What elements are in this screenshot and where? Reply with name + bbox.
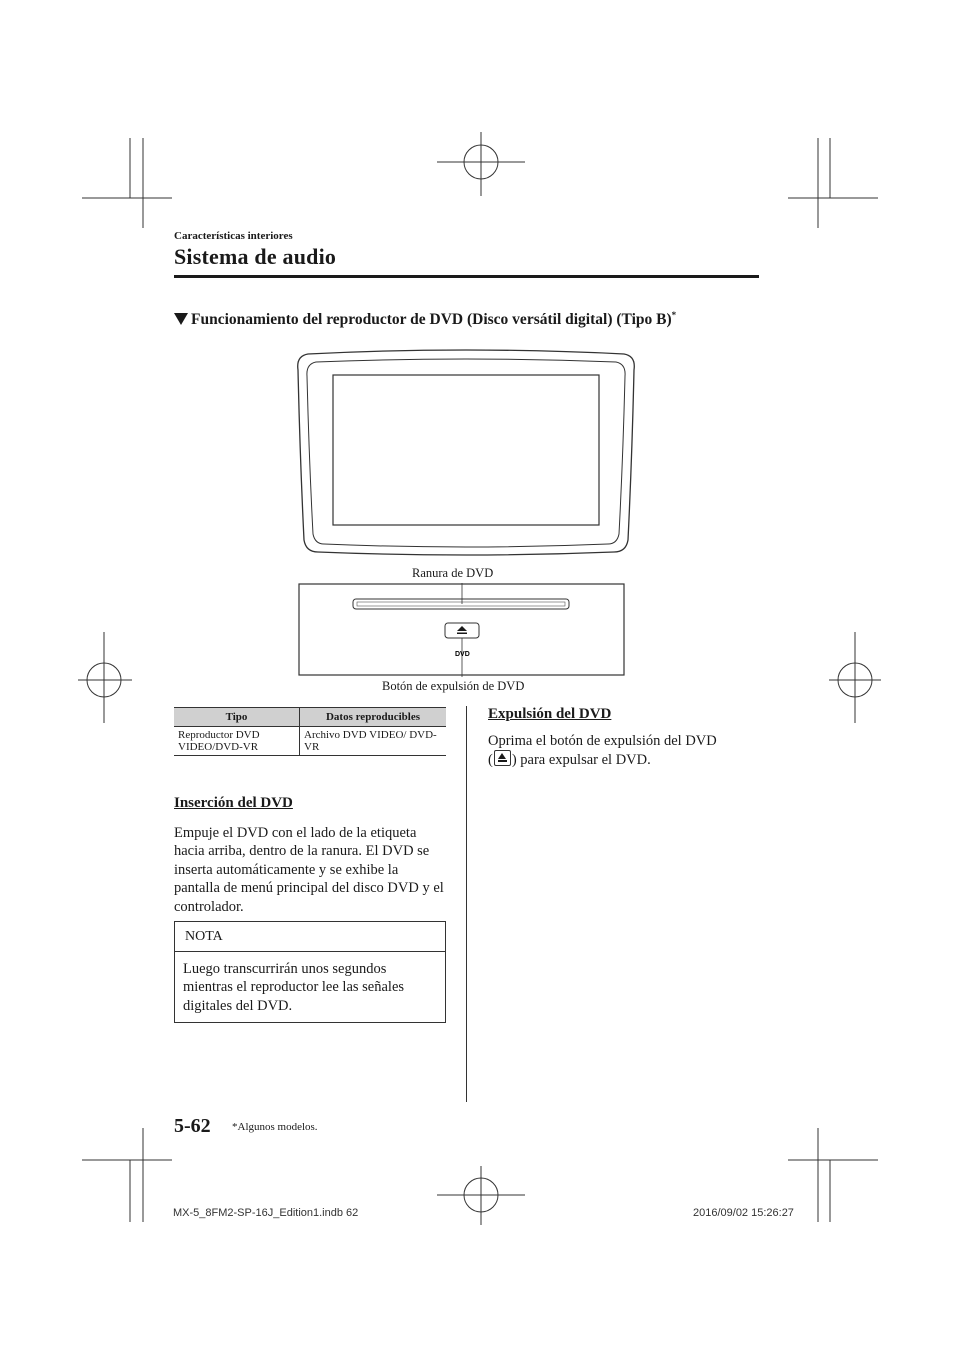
- insertion-body: Empuje el DVD con el lado de la etiqueta hacia arriba, dentro de la ranura. El DVD se inserta automáticamente y se exhibe la pantalla de menú principal del disco DVD y el controlador.: [174, 825, 444, 915]
- dvd-slot-label: Ranura de DVD: [412, 566, 494, 580]
- models-marker: *: [671, 310, 677, 320]
- note-box: [174, 921, 446, 1023]
- note-header: [175, 922, 445, 952]
- playable-media-table: [174, 707, 446, 756]
- dvd-unit-illustration: [298, 583, 626, 677]
- table-header: Datos reproducibles: [300, 708, 447, 727]
- page-number: 5-62: [174, 1115, 211, 1137]
- ejection-heading: Expulsión del DVD: [488, 706, 612, 722]
- file-imprint: MX-5_8FM2-SP-16J_Edition1.indb 62: [173, 1207, 359, 1219]
- table-cell: Reproductor DVD VIDEO/DVD-VR: [174, 727, 300, 756]
- ejection-text-start: Oprima el botón de expulsión del DVD: [488, 733, 717, 749]
- table-header-row: [174, 708, 446, 727]
- eject-icon: [494, 750, 511, 766]
- eject-button-label: Botón de expulsión de DVD: [382, 679, 525, 693]
- triangle-bullet-icon: [174, 313, 188, 325]
- dvd-logo-icon: DVD: [455, 651, 470, 658]
- note-body: Luego transcurrirán unos segundos mientras el reproductor lee las señales digitales del DVD.: [183, 961, 405, 1014]
- footnote: *Algunos modelos.: [232, 1121, 318, 1133]
- table-row: [174, 727, 446, 756]
- table-header: Tipo: [174, 708, 300, 727]
- ejection-body: [488, 732, 760, 770]
- insertion-heading: Inserción del DVD: [174, 795, 293, 811]
- title-rule: [174, 275, 759, 278]
- display-screen-illustration: [296, 348, 636, 558]
- ejection-text-end: ) para expulsar el DVD.: [511, 752, 651, 769]
- table-cell: Archivo DVD VIDEO/ DVD-VR: [300, 727, 447, 756]
- page-title: Sistema de audio: [174, 244, 337, 269]
- section-label: Características interiores: [174, 230, 293, 242]
- print-timestamp: 2016/09/02 15:26:27: [693, 1207, 794, 1219]
- open-paren: (: [488, 752, 493, 769]
- note-label: NOTA: [185, 929, 223, 944]
- subsection-title: Funcionamiento del reproductor de DVD (Disco versátil digital) (Tipo B): [191, 311, 672, 329]
- column-divider: [466, 706, 467, 1102]
- subsection-heading: [174, 310, 676, 329]
